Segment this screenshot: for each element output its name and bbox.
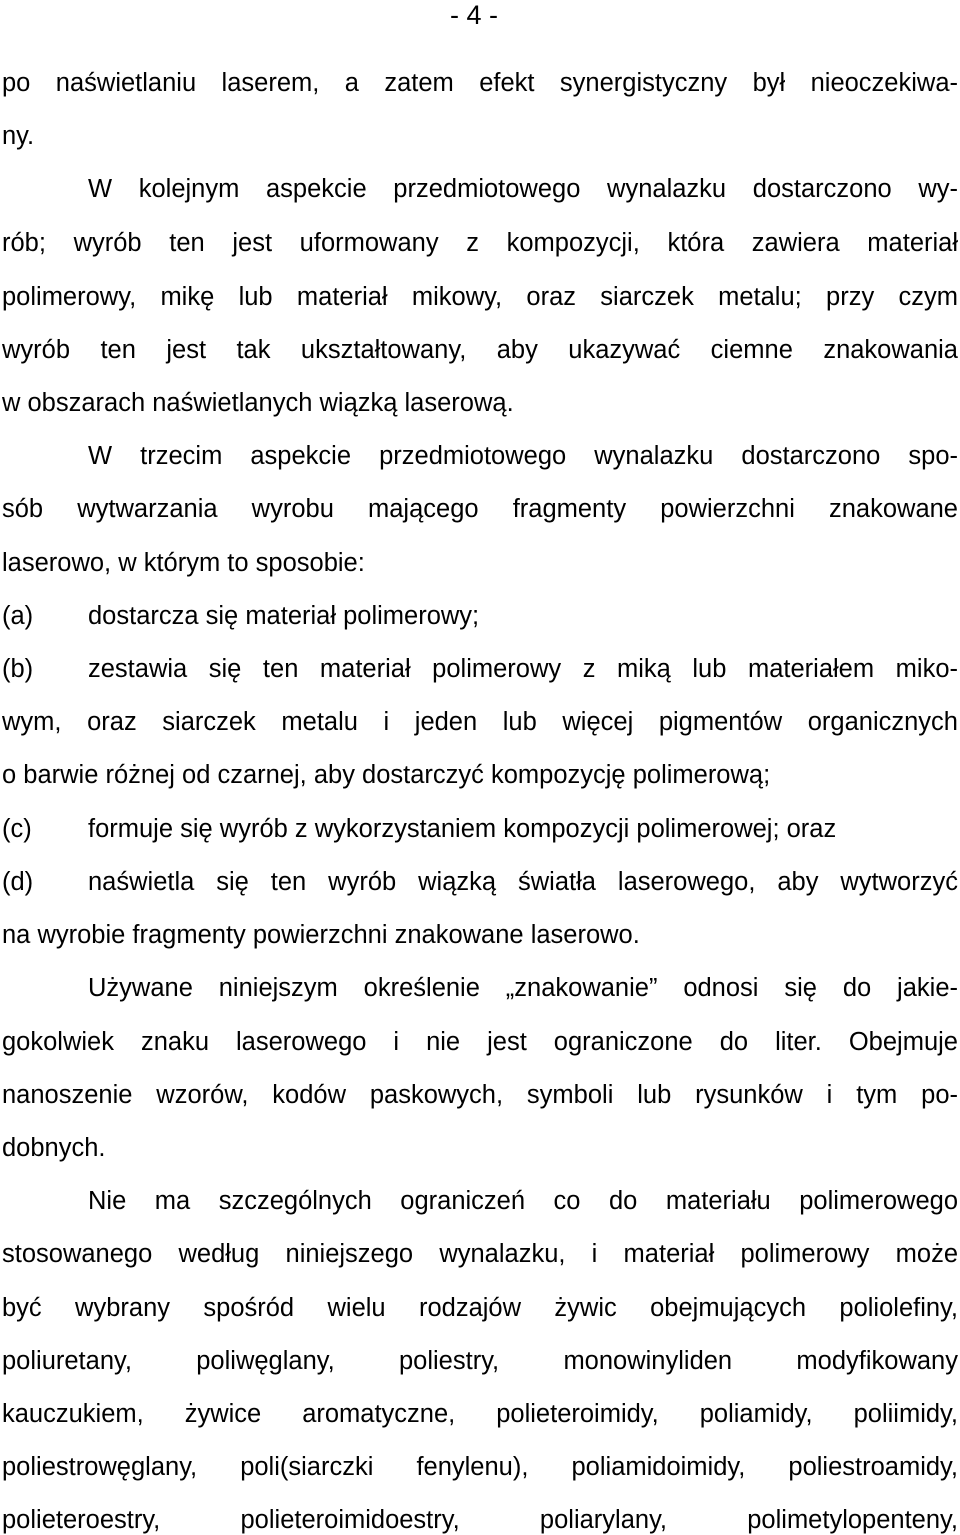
text-line: poliestrowęglany, poli(siarczki fenylenu), poliamidoimidy, poliestroamidy, [2,1453,958,1481]
step-text: wym, oraz siarczek metalu i jeden lub więcej pigmentów organicznych [2,708,958,736]
page-number: - 4 - [450,0,499,30]
step-text: naświetla się ten wyrób wiązką światła laserowego, aby wytworzyć [88,868,958,896]
text-line: laserowo, w którym to sposobie: [2,549,365,577]
text-line: kauczukiem, żywice aromatyczne, polieteroimidy, poliamidy, poliimidy, [2,1400,958,1428]
step-label: (c) [2,815,32,843]
text-line: stosowanego według niniejszego wynalazku, i materiał polimerowy może [2,1240,958,1268]
text-line: poliuretany, poliwęglany, poliestry, monowinyliden modyfikowany [2,1347,958,1375]
step-text: o barwie różnej od czarnej, aby dostarczyć kompozycję polimerową; [2,761,771,789]
step-label: (a) [2,602,34,630]
text-line: W trzecim aspekcie przedmiotowego wynalazku dostarczono spo- [88,442,958,470]
text-line: w obszarach naświetlanych wiązką laserową. [2,389,514,417]
step-text: zestawia się ten materiał polimerowy z miką lub materiałem miko- [88,655,958,683]
text-line: po naświetlaniu laserem, a zatem efekt synergistyczny był nieoczekiwa- [2,69,958,97]
text-line: dobnych. [2,1134,106,1162]
step-text: na wyrobie fragmenty powierzchni znakowane laserowo. [2,921,640,949]
step-label: (b) [2,655,34,683]
text-line: polimerowy, mikę lub materiał mikowy, oraz siarczek metalu; przy czym [2,283,958,311]
text-line: nanoszenie wzorów, kodów paskowych, symboli lub rysunków i tym po- [2,1081,958,1109]
step-text: formuje się wyrób z wykorzystaniem kompozycji polimerowej; oraz [88,815,837,843]
text-line: polieteroestry, polieteroimidoestry, poliarylany, polimetylopenteny, [2,1506,958,1534]
text-line: gokolwiek znaku laserowego i nie jest ograniczone do liter. Obejmuje [2,1028,958,1056]
text-line: wyrób ten jest tak ukształtowany, aby ukazywać ciemne znakowania [2,336,958,364]
text-line: sób wytwarzania wyrobu mającego fragmenty powierzchni znakowane [2,495,958,523]
text-line: być wybrany spośród wielu rodzajów żywic obejmujących poliolefiny, [2,1294,958,1322]
text-line: Używane niniejszym określenie „znakowanie” odnosi się do jakie- [88,974,958,1002]
step-text: dostarcza się materiał polimerowy; [88,602,480,630]
text-line: ny. [2,122,35,150]
step-label: (d) [2,868,34,896]
text-line: rób; wyrób ten jest uformowany z kompozycji, która zawiera materiał [2,229,958,257]
text-line: W kolejnym aspekcie przedmiotowego wynalazku dostarczono wy- [88,175,958,203]
text-line: Nie ma szczególnych ograniczeń co do materiału polimerowego [88,1187,958,1215]
